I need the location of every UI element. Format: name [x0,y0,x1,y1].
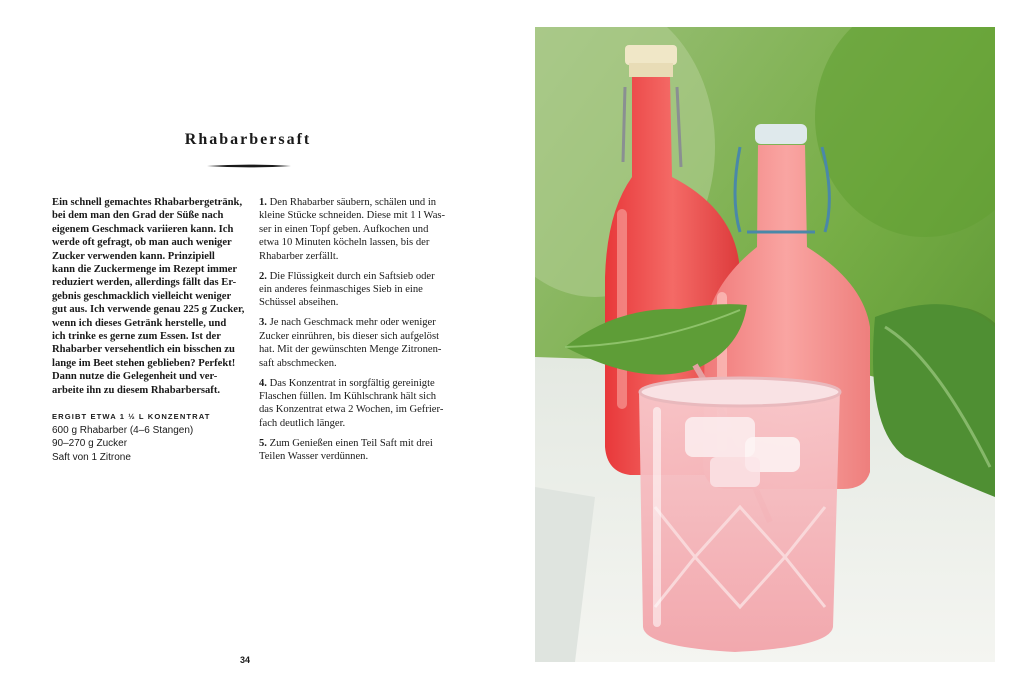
step-first-line [259,270,459,283]
intro-line: eigenem Geschmack variieren kann. Ich [52,223,234,235]
ingredient-item: Saft von 1 Zitrone [52,451,131,463]
step-line: ein anderes feinmaschiges Sieb in eine [259,284,423,296]
step-line: ser in einen Topf geben. Aufkochen und [259,223,429,235]
step-number: 2. [259,270,267,282]
intro-line: Ein schnell gemachtes Rhabarbergetränk, [52,197,243,208]
step-line: hat. Mit der gewünschten Menge Zitronen- [259,344,442,356]
intro-line: gebnis geschmacklich vielleicht weniger [52,290,232,302]
intro-line: reduziert werden, allerdings fällt das Er- [52,277,237,289]
step-line: Flaschen füllen. Im Kühlschrank hält sich [259,391,437,403]
step-2 [259,270,459,310]
step-line: etwa 10 Minuten köcheln lassen, bis der [259,237,430,249]
step-text: Das Konzentrat in sorgfältig gereinigte [266,377,435,389]
intro-line: bei dem man den Grad der Süße nach [52,210,224,222]
step-text: Den Rhabarber säubern, schälen und in [266,197,437,208]
page-number: 34 [240,655,251,665]
ingredient-item: 90–270 g Zucker [52,438,128,450]
intro-line: Zucker verwenden kann. Prinzipiell [52,250,215,262]
intro-line: gut aus. Ich verwende genau 225 g Zucker, [52,304,245,316]
intro-line: Rhabarber versehentlich ein bisschen zu [52,344,235,356]
step-first-line [259,316,459,329]
intro-text [52,196,244,397]
step-text: Je nach Geschmack mehr oder weniger [266,317,436,329]
step-first-line [259,377,459,390]
intro-line: lange im Beet stehen geblieben? Perfekt! [52,357,236,369]
step-line: Rhabarber zerfällt. [259,250,339,262]
step-line: Zucker einrühren, bis dieser sich aufgelöst [259,330,440,342]
step-3 [259,316,459,370]
step-4 [259,377,459,431]
title-ornament [207,162,291,170]
intro-line: Dann nutze die Gelegenheit und ver- [52,371,218,383]
step-first-line [259,437,459,450]
step-line: das Konzentrat etwa 2 Wochen, im Gefrier- [259,404,444,416]
step-first-line [259,196,459,209]
intro-line: wenn ich dieses Getränk herstelle, und [52,317,227,329]
intro-line: kann die Zuckermenge im Rezept immer [52,264,238,276]
step-number: 5. [259,437,267,449]
yield-label: ERGIBT ETWA 1 ½ L KONZENTRAT [52,412,211,421]
step-1 [259,196,459,263]
step-number: 3. [259,317,267,329]
step-5 [259,437,459,464]
ingredient-list [52,424,193,464]
step-line: Schüssel abseihen. [259,297,339,309]
step-line: saft abschmecken. [259,357,337,369]
glass [639,378,840,652]
page-title: Rhabarbersaft [184,131,312,148]
steps-list [259,196,459,470]
step-line: fach deutlich länger. [259,417,346,429]
step-text: Zum Genießen einen Teil Saft mit drei [266,437,433,449]
intro-line: ich trinke es gerne zum Essen. Ist der [52,331,221,343]
step-line: kleine Stücke schneiden. Diese mit 1 l Was- [259,210,446,222]
intro-line: werde oft gefragt, ob man auch weniger [52,237,232,249]
step-number: 4. [259,377,267,389]
rhubarb-juice-photo [535,27,995,662]
ingredient-item: 600 g Rhabarber (4–6 Stangen) [52,425,194,436]
intro-line: arbeite ihn zu diesem Rhabarbersaft. [52,384,221,396]
step-line: Teilen Wasser verdünnen. [259,451,369,463]
step-text: Die Flüssigkeit durch ein Saftsieb oder [266,270,435,282]
step-number: 1. [259,197,267,208]
